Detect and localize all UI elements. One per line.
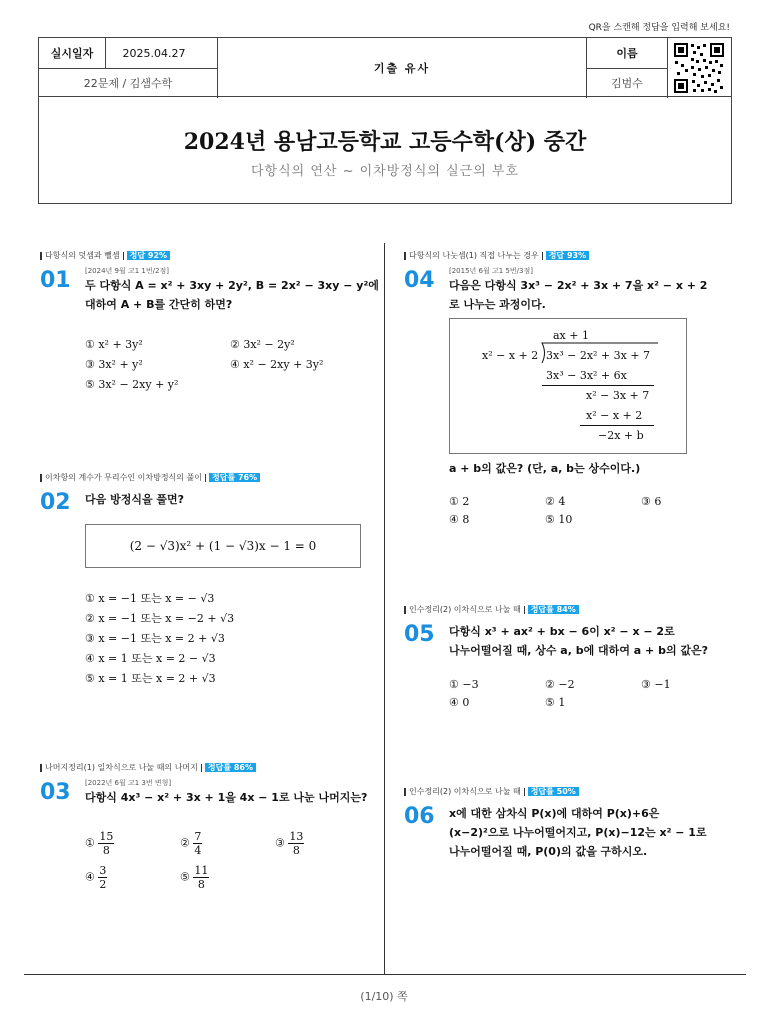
accuracy-badge: 정답 93% (546, 251, 589, 260)
topic-label: 다항식의 덧셈과 뺄셈 (45, 251, 120, 260)
long-division-box (449, 318, 687, 454)
exam-header (38, 37, 732, 97)
exam-info: 22문제 / 김샘수학 (83, 77, 173, 90)
choice-2[interactable]: ② 3x² − 2y² (230, 338, 295, 351)
equation: (2 − √3)x² + (1 − √3)x − 1 = 0 (129, 539, 317, 553)
choice-3[interactable]: ③ $\frac{13}{8}$ (275, 830, 304, 857)
choice-5[interactable]: ⑤ $\frac{11}{8}$ (180, 864, 209, 891)
exam-title: 2024년 용남고등학교 고등수학(상) 중간 (183, 129, 587, 155)
date-label: 실시일자 (50, 47, 94, 60)
accuracy-badge: 정답률 50% (528, 787, 579, 796)
question-stem-line: 나누어떨어질 때, P(0)의 값을 구하시오. (449, 845, 648, 858)
question-prompt: a + b의 값은? (단, a, b는 상수이다.) (449, 462, 641, 475)
choice-3[interactable]: ③ 6 (641, 495, 662, 508)
question-number: 02 (40, 490, 71, 515)
choice-2[interactable]: ② x = −1 또는 x = −2 + √3 (85, 612, 235, 625)
choice-1[interactable]: ① $\frac{15}{8}$ (85, 830, 114, 857)
choice-3[interactable]: ③ x = −1 또는 x = 2 + √3 (85, 632, 225, 645)
answer-choices (85, 590, 375, 690)
question-03 (40, 762, 380, 902)
division-step: x² − x + 2 (586, 409, 643, 422)
choice-5[interactable]: ⑤ 3x² − 2xy + y² (85, 378, 179, 391)
choice-1[interactable]: ① −3 (449, 678, 479, 691)
choice-2[interactable]: ② 4 (545, 495, 566, 508)
choice-2[interactable]: ② −2 (545, 678, 575, 691)
question-number: 03 (40, 780, 71, 805)
choice-2[interactable]: ② $\frac{7}{4}$ (180, 830, 202, 857)
accuracy-badge: 정답률 84% (528, 605, 579, 614)
question-stem-line: 나누어떨어질 때, 상수 a, b에 대하여 a + b의 값은? (449, 644, 709, 657)
question-source: [2022년 6월 고1 3번 변형] (85, 779, 172, 787)
question-04 (404, 250, 734, 540)
topic-label: 이차항의 계수가 무리수인 이차방정식의 풀이 (45, 473, 203, 482)
question-06 (404, 786, 734, 876)
choice-4[interactable]: ④ 0 (449, 696, 470, 709)
question-stem-line: 대하여 A + B를 간단히 하면? (85, 298, 233, 311)
choice-4[interactable]: ④ x² − 2xy + 3y² (230, 358, 324, 371)
choice-5[interactable]: ⑤ 1 (545, 696, 566, 709)
choice-5[interactable]: ⑤ 10 (545, 513, 573, 526)
division-dividend: 3x³ − 2x² + 3x + 7 (546, 349, 651, 362)
topic-label: 다항식의 나눗셈(1) 직접 나누는 경우 (409, 251, 539, 260)
answer-choices (449, 495, 729, 535)
choice-4[interactable]: ④ x = 1 또는 x = 2 − √3 (85, 652, 216, 665)
question-stem-line: 두 다항식 A = x² + 3xy + 2y², B = 2x² − 3xy − y²에 (85, 279, 379, 292)
choice-1[interactable]: ① 2 (449, 495, 470, 508)
column-divider (384, 243, 385, 974)
question-number: 06 (404, 804, 435, 829)
question-stem-line: 다항식 x³ + ax² + bx − 6이 x² − x − 2로 (449, 625, 675, 638)
choice-5[interactable]: ⑤ x = 1 또는 x = 2 + √3 (85, 672, 216, 685)
topic-label: 나머지정리(1) 일차식으로 나눌 때의 나머지 (45, 763, 198, 772)
question-number: 01 (40, 268, 71, 293)
division-step: 3x³ − 3x² + 6x (546, 369, 627, 382)
footer-divider (24, 974, 746, 975)
choice-1[interactable]: ① x² + 3y² (85, 338, 143, 351)
question-stem-line: 다음 방정식을 풀면? (85, 493, 185, 506)
question-source: [2015년 6월 고1 5번/3점] (449, 267, 533, 275)
equation-box (85, 524, 361, 568)
qr-code[interactable] (673, 42, 725, 94)
topic-label: 인수정리(2) 이차식으로 나눌 때 (409, 605, 521, 614)
choice-4[interactable]: ④ 8 (449, 513, 470, 526)
topic-label: 인수정리(2) 이차식으로 나눌 때 (409, 787, 521, 796)
division-remainder: −2x + b (598, 429, 644, 442)
date-value: 2025.04.27 (122, 46, 186, 60)
question-stem-line: 로 나누는 과정이다. (449, 298, 546, 311)
question-stem-line: (x−2)²으로 나누어떨어지고, P(x)−12는 x² − 1로 (449, 826, 707, 839)
question-stem-line: 다항식 4x³ − x² + 3x + 1을 4x − 1로 나눈 나머지는? (85, 791, 368, 804)
answer-choices (449, 678, 729, 714)
question-02 (40, 472, 380, 692)
choice-3[interactable]: ③ −1 (641, 678, 671, 691)
page-title: 기출 유사 (373, 62, 431, 75)
exam-subtitle: 다항식의 연산 ~ 이차방정식의 실근의 부호 (250, 164, 520, 179)
question-stem-line: x에 대한 삼차식 P(x)에 대하여 P(x)+6은 (449, 807, 660, 820)
name-label: 이름 (616, 47, 638, 60)
choice-1[interactable]: ① x = −1 또는 x = − √3 (85, 592, 215, 605)
accuracy-badge: 정답률 76% (209, 473, 260, 482)
question-number: 04 (404, 268, 435, 293)
name-value: 김범수 (611, 77, 643, 90)
question-stem-line: 다음은 다항식 3x³ − 2x² + 3x + 7을 x² − x + 2 (449, 279, 708, 292)
question-01 (40, 250, 380, 400)
question-number: 05 (404, 622, 435, 647)
qr-instruction: QR을 스캔해 정답을 입력해 보세요! (588, 23, 730, 33)
division-step: x² − 3x + 7 (586, 389, 650, 402)
page-number: (1/10) 쪽 (360, 990, 408, 1003)
choice-3[interactable]: ③ 3x² + y² (85, 358, 143, 371)
question-source: [2024년 9월 고1 1번/2점] (85, 267, 169, 275)
question-05 (404, 604, 734, 714)
accuracy-badge: 정답 92% (127, 251, 170, 260)
accuracy-badge: 정답률 86% (205, 763, 256, 772)
choice-4[interactable]: ④ $\frac{3}{2}$ (85, 864, 107, 891)
answer-choices (85, 830, 375, 900)
division-quotient: ax + 1 (553, 329, 589, 342)
division-divisor: x² − x + 2 (482, 349, 539, 362)
answer-choices (85, 338, 375, 398)
exam-title-box (38, 96, 732, 204)
